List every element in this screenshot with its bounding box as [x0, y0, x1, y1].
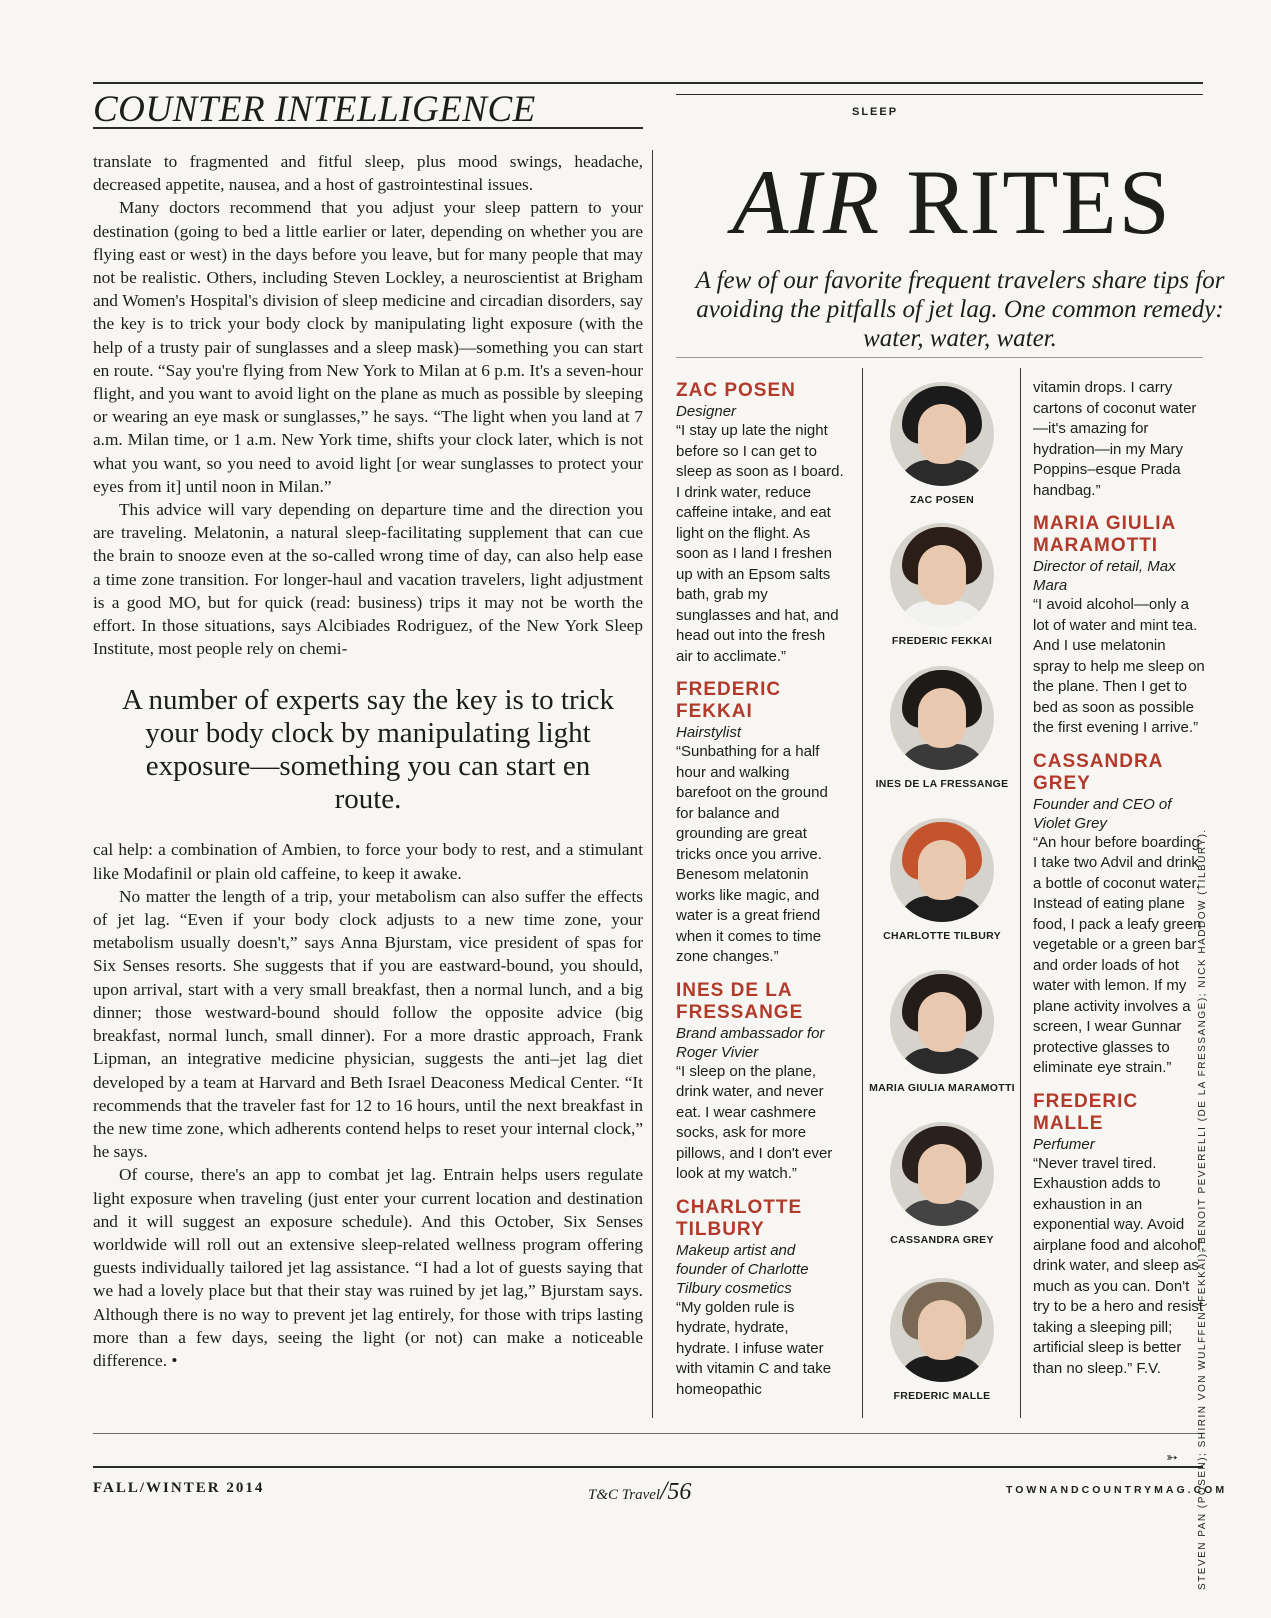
portrait-caption: MARIA GIULIA MARAMOTTI	[869, 1082, 1015, 1094]
photo-credits: STEVEN PAN (POSEN); SHIRIN VON WULFFEN (FEKKAI); BENOIT PEVERELLI (DE LA FRESSANGE); NICK HADDOW (TILBURY).	[1197, 828, 1208, 1590]
website: TOWNANDCOUNTRYMAG.COM	[1006, 1484, 1228, 1496]
portrait-photo	[890, 382, 994, 486]
article-body	[93, 150, 643, 1372]
article-paragraph: No matter the length of a trip, your metabolism can also suffer the effects of jet lag. “Even if your body clock adjusts to a new time zone, your metabolism usually doesn't,” says Anna Bjurstam, vice president of spas for Six Senses resorts. She suggests that if you are eastward-bound, you should, upon arrival, start with a very small breakfast, then a normal lunch, and a big dinner; those westward-bound should follow the opposite advice (big breakfast, normal lunch, small dinner). For a more drastic approach, Frank Lipman, an integrative medicine physician, suggests the anti–jet lag diet developed by a team at Harvard and Beth Israel Deaconess Medical Center. “It recommends that the traveler fast for 12 to 16 hours, until the next breakfast in the new time zone, which adherents contend helps to reset your internal clock,” he says.	[93, 886, 643, 1162]
headline-word-air: AIR	[732, 151, 882, 253]
portrait-caption: CHARLOTTE TILBURY	[883, 930, 1001, 942]
pull-quote: A number of experts say the key is to trick your body clock by manipulating light exposure—something you can start en route.	[121, 684, 615, 816]
tip-entry	[1033, 1091, 1205, 1380]
feature-dek: A few of our favorite frequent travelers share tips for avoiding the pitfalls of jet lag. One common remedy: water, water, water.	[695, 267, 1225, 352]
tip-text: “My golden rule is hydrate, hydrate, hydrate. I infuse water with vitamin C and take homeopathic	[676, 1298, 832, 1398]
portrait	[857, 382, 1027, 506]
person-name: CHARLOTTE TILBURY	[676, 1196, 803, 1240]
person-role: Founder and CEO of Violet Grey	[1033, 795, 1172, 832]
portrait-photo	[890, 1278, 994, 1382]
tips-column-1	[676, 368, 846, 1406]
issue-date: FALL/WINTER 2014	[93, 1480, 265, 1496]
portrait-caption: FREDERIC MALLE	[893, 1390, 991, 1402]
portrait	[857, 970, 1027, 1094]
tip-entry	[1033, 513, 1205, 739]
person-role: Makeup artist and founder of Charlotte Tilbury cosmetics	[676, 1241, 809, 1297]
footer-rule	[93, 1466, 1203, 1468]
tip-text: “Sunbathing for a half hour and walking barefoot on the ground for balance and grounding are great tricks once you arrive. Benesom melatonin works like magic, and water is a great friend when it comes to time zone changes.”	[676, 743, 828, 965]
person-role: Hairstylist	[676, 724, 742, 741]
portrait-caption: CASSANDRA GREY	[890, 1234, 994, 1246]
portrait	[857, 523, 1027, 647]
feature-headline	[672, 152, 1232, 252]
article-paragraph: translate to fragmented and fitful sleep, plus mood swings, headache, decreased appetite, nausea, and a host of gastrointestinal issues.	[93, 152, 643, 195]
footer-rule-thin	[93, 1433, 1203, 1434]
person-name: FREDERIC FEKKAI	[676, 679, 782, 722]
portrait-photo	[890, 666, 994, 770]
headline-word-rites: RITES	[906, 151, 1172, 253]
portrait	[857, 666, 1027, 790]
person-role: Perfumer	[1033, 1135, 1095, 1153]
person-role: Director of retail, Max Mara	[1033, 558, 1176, 594]
tip-entry	[676, 980, 846, 1185]
portrait-photo	[890, 523, 994, 627]
person-name: INES DE LA FRESSANGE	[676, 979, 804, 1023]
folio-slash: /	[660, 1476, 668, 1505]
portrait-face	[918, 1300, 966, 1360]
article-paragraph: Of course, there's an app to combat jet lag. Entrain helps users regulate light exposure when traveling (just enter your current location and destination and it will suggest an exposure schedule). And this October, Six Senses worldwide will roll out an extensive sleep-related wellness program offering guests individually tailored jet lag assistance. “I had a lot of guests saying that we had a lovely place but that their stay was ruined by jet lag,” Bjurstam says. Although there is no way to prevent jet lag entirely, for those with trips lasting more than a few days, seeing the light (or not) can make a noticeable difference. •	[93, 1165, 643, 1370]
portrait-face	[918, 992, 966, 1052]
person-role: Designer	[676, 403, 737, 420]
section-tag: SLEEP	[852, 106, 899, 118]
header-rule-top	[93, 82, 1203, 84]
person-name: CASSANDRA GREY	[1033, 750, 1163, 794]
tip-entry	[676, 380, 846, 667]
portrait-face	[918, 840, 966, 900]
section-title: COUNTER INTELLIGENCE	[93, 89, 536, 130]
portrait-caption: FREDERIC FEKKAI	[891, 635, 993, 647]
portrait-photo	[890, 970, 994, 1074]
portrait-caption: INES DE LA FRESSANGE	[875, 778, 1009, 790]
portrait-photo	[890, 818, 994, 922]
column-divider	[652, 150, 653, 1418]
tip-text: “An hour before boarding I take two Advil and drink a bottle of coconut water. Instead of eating plane food, I pack a leafy green vegetable or a green bar and order loads of hot water with lemon. If my plane activity involves a screen, I wear Gunnar protective glasses to eliminate eye strain.”	[1033, 833, 1202, 1076]
tip-text-continued: vitamin drops. I carry cartons of coconut water—it's amazing for hydration—in my Mary Poppins–esque Prada handbag.”	[1033, 379, 1197, 499]
column-divider	[1020, 368, 1021, 1418]
portrait-face	[918, 404, 966, 464]
tip-text: “Never travel tired. Exhaustion adds to exhaustion in an exponential way. Avoid airplane food and alcohol, drink water, and sleep as much as you can. Don't try to be a hero and resist taking a sleeping pill; artificial sleep is better than no sleep.” F.V.	[1033, 1154, 1205, 1377]
tip-text: “I stay up late the night before so I can get to sleep as soon as I board. I drink water, reduce caffeine intake, and eat light on the flight. As soon as I land I freshen up with an Epsom salts bath, grab my sunglasses and hat, and head out into the fresh air to acclimate.”	[676, 422, 844, 665]
article-paragraph: This advice will vary depending on departure time and the direction you are traveling. Melatonin, a natural sleep-facilitating supplement that can cue the brain to snooze even at the so-called wrong time of day, can also help ease a time zone transition. For longer-haul and vacation travelers, light adjustment is a good MO, but for quick (read: business) trips it may not be worth the effort. In those situations, says Alcibiades Rodriguez, of the New York Sleep Institute, most people rely on chemi-	[93, 500, 643, 659]
folio	[588, 1476, 691, 1506]
magazine-name: T&C Travel	[588, 1487, 661, 1503]
tip-text: “I avoid alcohol—only a lot of water and mint tea. And I use melatonin spray to help me sleep on the plane. Then I get to bed as soon as possible the first evening I arrive.”	[1033, 596, 1205, 736]
portrait-face	[918, 545, 966, 605]
portrait-photo	[890, 1122, 994, 1226]
portrait	[857, 1122, 1027, 1246]
person-role: Brand ambassador for Roger Vivier	[676, 1024, 825, 1061]
tips-column-3	[1033, 378, 1205, 1385]
person-name: FREDERIC MALLE	[1033, 1090, 1139, 1134]
person-name: ZAC POSEN	[676, 380, 796, 401]
tip-entry	[676, 1197, 846, 1401]
page-number: 56	[667, 1479, 692, 1505]
portrait	[857, 818, 1027, 942]
header-rule-right	[676, 94, 1203, 95]
portrait-face	[918, 1144, 966, 1204]
article-paragraph: cal help: a combination of Ambien, to force your body to rest, and a stimulant like Modafinil or plain old caffeine, to keep it awake.	[93, 840, 643, 883]
continue-arrow-icon: ➳	[1166, 1451, 1178, 1466]
dek-rule	[676, 357, 1203, 358]
tip-text: “I sleep on the plane, drink water, and never eat. I wear cashmere socks, ask for more pillows, and I don't ever look at my watch.”	[676, 1062, 833, 1182]
tip-entry	[1033, 751, 1205, 1079]
portrait-face	[918, 688, 966, 748]
person-name: MARIA GIULIA MARAMOTTI	[1033, 513, 1176, 556]
portrait	[857, 1278, 1027, 1402]
article-paragraph: Many doctors recommend that you adjust your sleep pattern to your destination (going to bed a little earlier or later, depending on whether you are flying east or west) in the days before you leave, but for many people that may not be realistic. Others, including Steven Lockley, a neuroscientist at Brigham and Women's Hospital's division of sleep medicine and circadian disorders, say the key is to trick your body clock by manipulating light exposure (with the help of a trusty pair of sunglasses and a sleep mask)—something you can start en route. “Say you're flying from New York to Milan at 6 p.m. It's a seven-hour flight, and you want to avoid light on the plane as much as possible by sleeping or wearing an eye mask or sunglasses,” he says. “The light when you land at 7 a.m. Milan time, or 1 a.m. New York time, shifts your clock later, which is not what you want, so you need to avoid light [or wear sunglasses to protect your eyes from it] until noon in Milan.”	[93, 198, 643, 496]
tip-entry	[676, 679, 846, 968]
portrait-caption: ZAC POSEN	[910, 494, 974, 506]
